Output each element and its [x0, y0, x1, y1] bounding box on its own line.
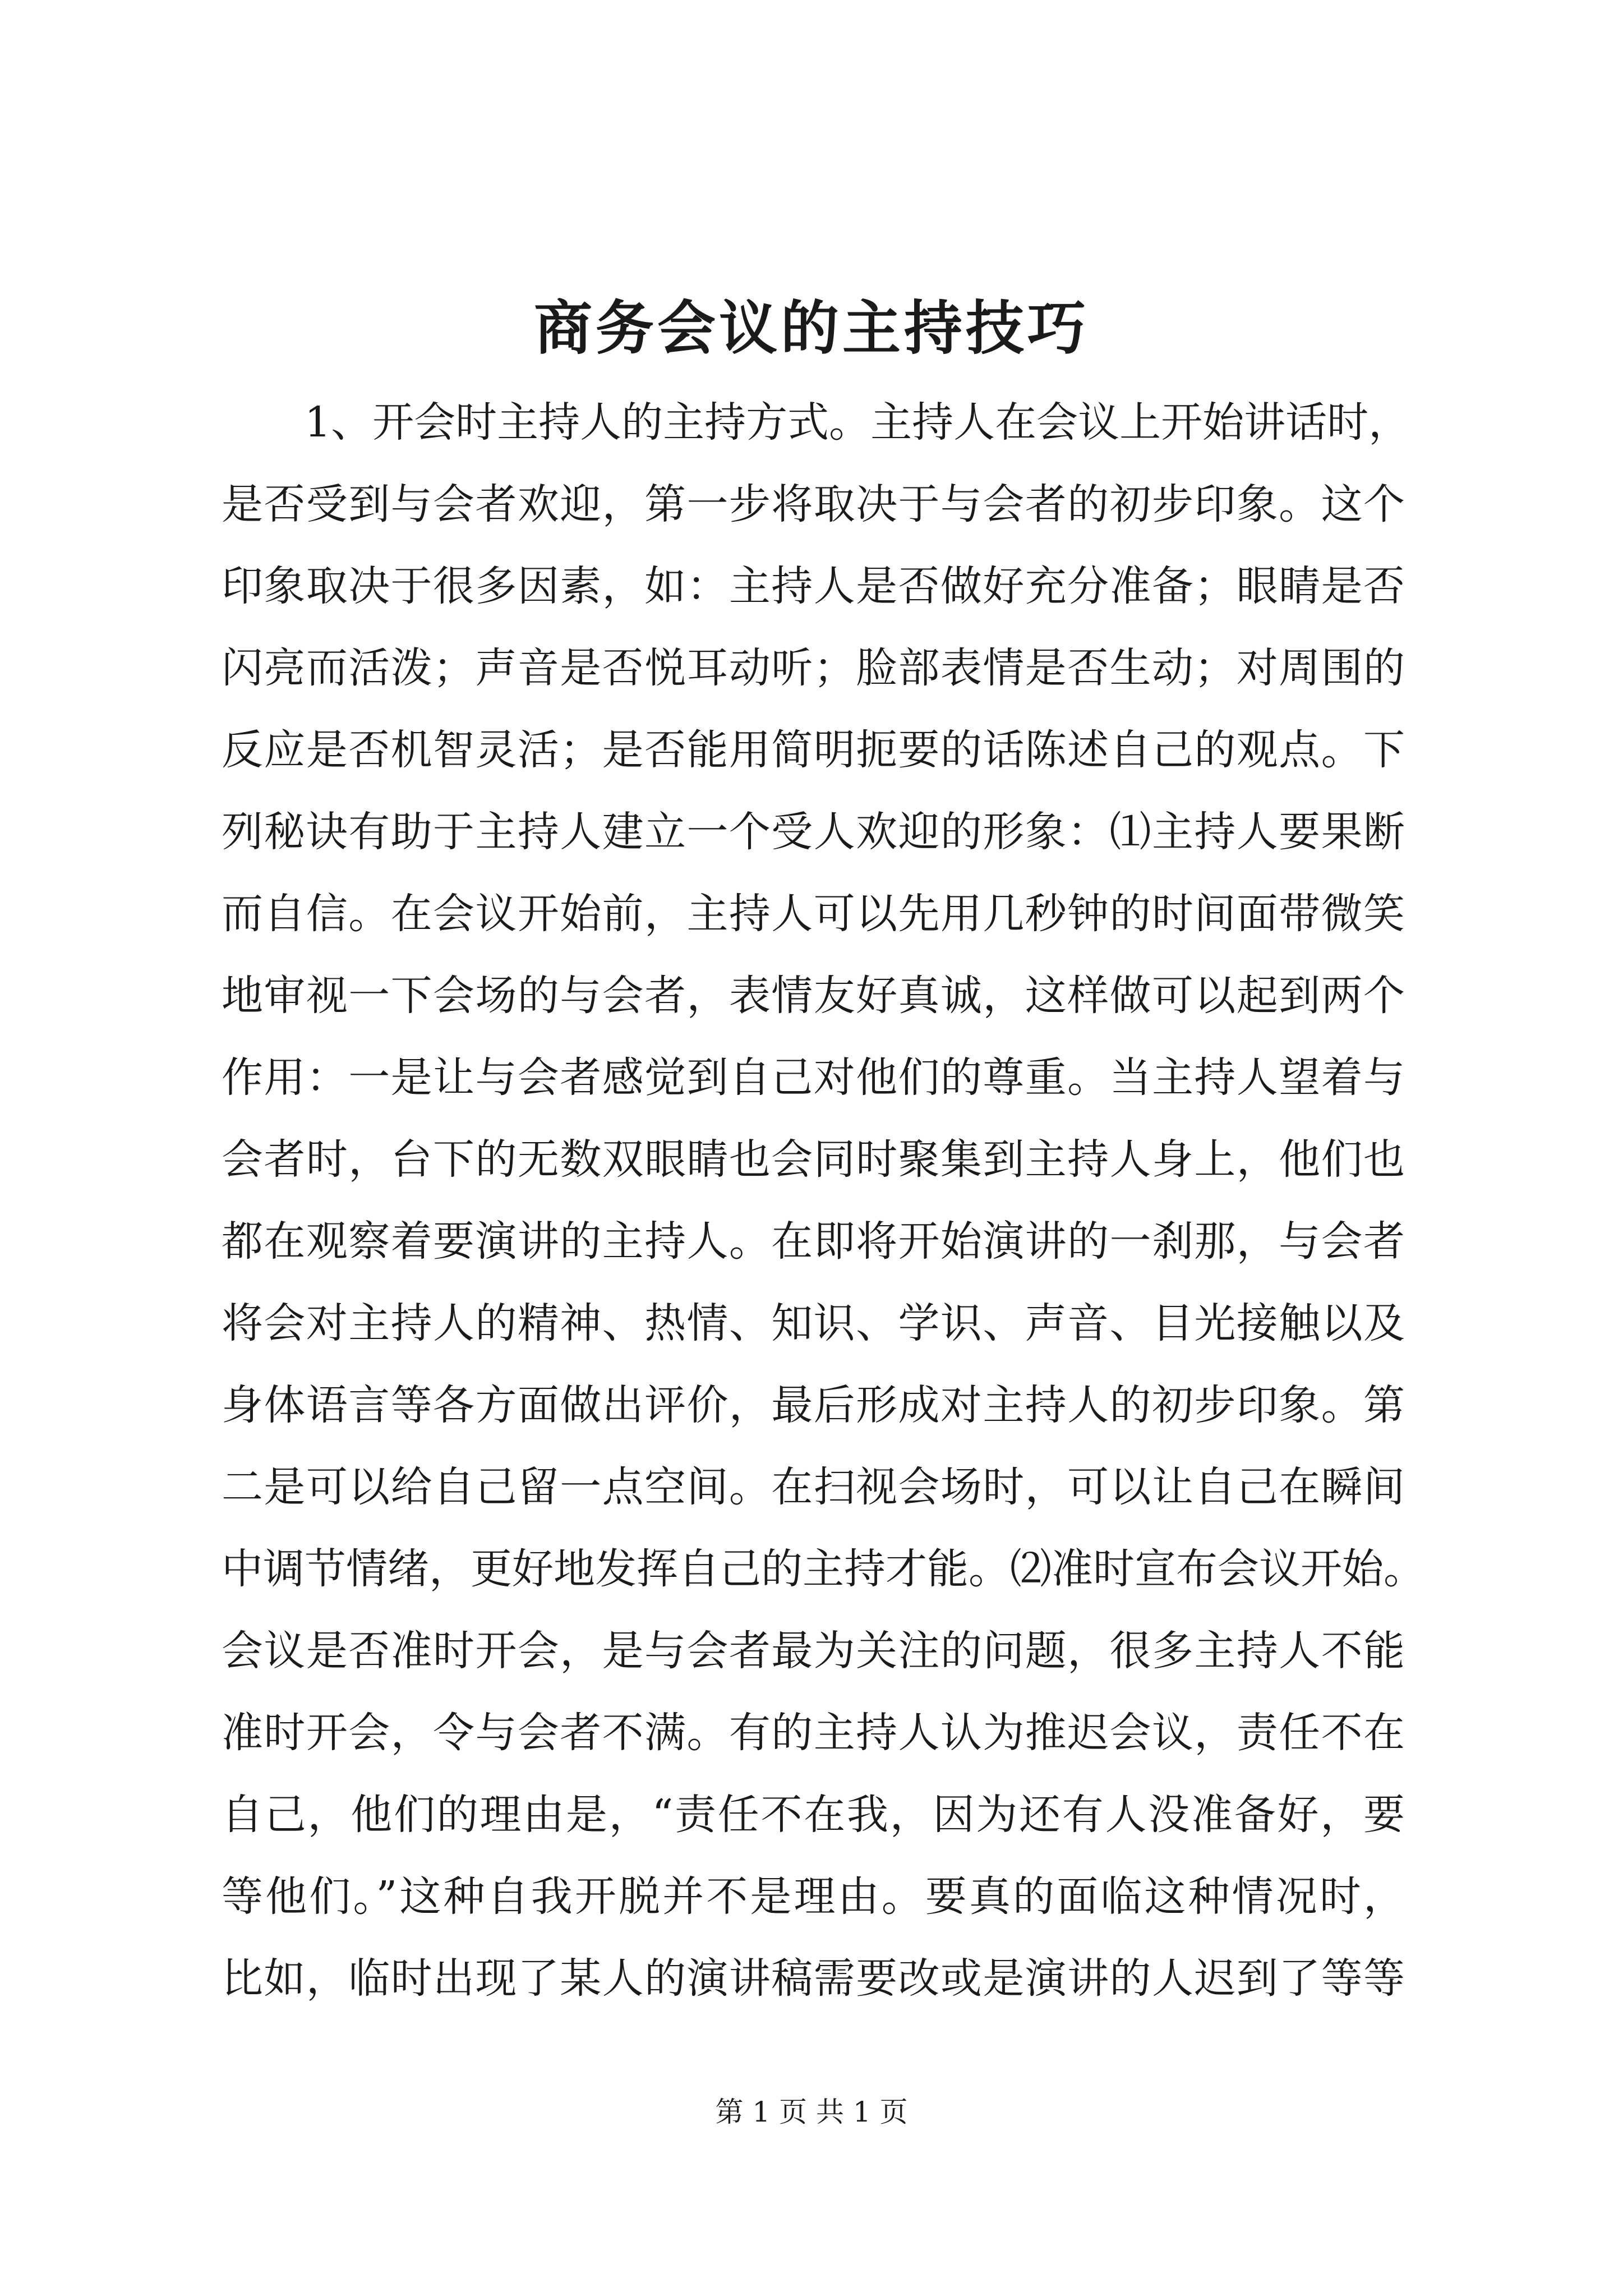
body-line: 而自信。在会议开始前，主持人可以先用几秒钟的时间面带微笑 [222, 890, 1405, 938]
page-footer: 第 1 页 共 1 页 [715, 2096, 908, 2128]
body-line: 自己，他们的理由是，“责任不在我，因为还有人没准备好，要 [222, 1791, 1405, 1839]
body-line: 将会对主持人的精神、热情、知识、学识、声音、目光接触以及 [222, 1299, 1405, 1347]
body-line: 等他们。”这种自我开脱并不是理由。要真的面临这种情况时， [222, 1872, 1405, 1921]
body-line: 是否受到与会者欢迎，第一步将取决于与会者的初步印象。这个 [222, 480, 1405, 528]
body-line: 地审视一下会场的与会者，表情友好真诚，这样做可以起到两个 [222, 972, 1405, 1020]
body-line: 中调节情绪，更好地发挥自己的主持才能。⑵准时宣布会议开始。 [222, 1545, 1425, 1593]
body-line: 印象取决于很多因素，如：主持人是否做好充分准备；眼睛是否 [222, 562, 1405, 610]
document-body [222, 381, 1425, 2019]
body-line: 准时开会，令与会者不满。有的主持人认为推迟会议，责任不在 [222, 1709, 1405, 1757]
body-line: 闪亮而活泼；声音是否悦耳动听；脸部表情是否生动；对周围的 [222, 644, 1405, 692]
body-line: 二是可以给自己留一点空间。在扫视会场时，可以让自己在瞬间 [222, 1463, 1405, 1511]
body-line: 会议是否准时开会，是与会者最为关注的问题，很多主持人不能 [222, 1627, 1405, 1675]
body-line: 列秘诀有助于主持人建立一个受人欢迎的形象：⑴主持人要果断 [222, 808, 1405, 856]
body-line: 都在观察着要演讲的主持人。在即将开始演讲的一刹那，与会者 [222, 1217, 1405, 1266]
body-line: 身体语言等各方面做出评价，最后形成对主持人的初步印象。第 [222, 1381, 1405, 1429]
body-line: 反应是否机智灵活；是否能用简明扼要的话陈述自己的观点。下 [222, 726, 1405, 774]
document-title: 商务会议的主持技巧 [533, 293, 1089, 362]
body-line: 1、开会时主持人的主持方式。主持人在会议上开始讲话时， [305, 398, 1410, 447]
body-line: 比如，临时出现了某人的演讲稿需要改或是演讲的人迟到了等等 [222, 1954, 1405, 2003]
body-line: 会者时，台下的无数双眼睛也会同时聚集到主持人身上，他们也 [222, 1135, 1405, 1184]
body-line: 作用：一是让与会者感觉到自己对他们的尊重。当主持人望着与 [222, 1053, 1405, 1102]
